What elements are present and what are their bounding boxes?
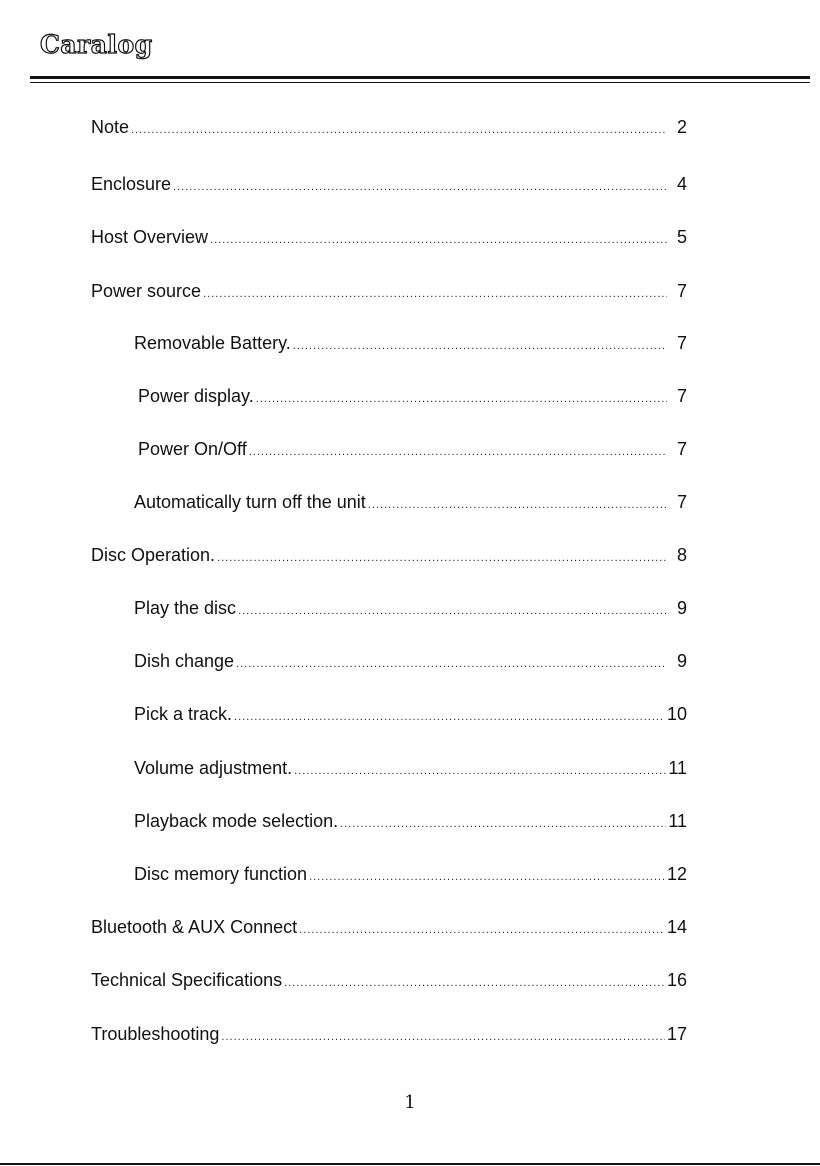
toc-entry-title: Disc Operation. <box>91 545 216 565</box>
dot-leader <box>221 1025 665 1049</box>
dot-leader <box>284 971 665 995</box>
toc-entry-page: 14 <box>666 917 687 937</box>
toc-entry-technical-specs[interactable] <box>91 968 687 992</box>
dot-leader <box>236 652 667 676</box>
dot-leader <box>299 918 665 942</box>
toc-entry-playback-mode[interactable] <box>134 809 687 833</box>
dot-leader <box>210 228 667 252</box>
toc-entry-title: Enclosure <box>91 174 172 194</box>
dot-leader <box>249 440 667 464</box>
toc-entry-disc-memory[interactable] <box>134 862 687 886</box>
toc-entry-title: Host Overview <box>91 227 209 247</box>
dot-leader <box>173 175 667 199</box>
toc-entry-title: Technical Specifications <box>91 970 283 990</box>
toc-entry-title: Bluetooth & AUX Connect <box>91 917 298 937</box>
toc-entry-title: Power display. <box>138 386 254 406</box>
dot-leader <box>238 599 667 623</box>
toc-entry-dish-change[interactable] <box>134 649 687 673</box>
dot-leader <box>256 387 667 411</box>
toc-entry-page: 17 <box>666 1024 687 1044</box>
toc-entry-page: 11 <box>668 811 687 831</box>
toc-entry-bluetooth-aux[interactable] <box>91 915 687 939</box>
toc-entry-enclosure[interactable] <box>91 172 687 196</box>
toc-entry-disc-operation[interactable] <box>91 543 687 567</box>
toc-entry-title: Troubleshooting <box>91 1024 220 1044</box>
toc-entry-page: 4 <box>676 174 687 194</box>
dot-leader <box>203 282 667 306</box>
toc-entry-title: Pick a track. <box>134 704 233 724</box>
dot-leader <box>234 705 665 729</box>
toc-entry-troubleshooting[interactable] <box>91 1022 687 1046</box>
toc-entry-title: Volume adjustment. <box>134 758 293 778</box>
toc-entry-title: Power source <box>91 281 202 301</box>
dot-leader <box>217 546 667 570</box>
toc-entry-page: 11 <box>668 758 687 778</box>
toc-entry-page: 7 <box>676 439 687 459</box>
toc-entry-page: 9 <box>676 651 687 671</box>
toc-entry-title: Playback mode selection. <box>134 811 339 831</box>
dot-leader <box>293 334 667 358</box>
toc-entry-page: 12 <box>666 864 687 884</box>
toc-entry-auto-off[interactable] <box>134 490 687 514</box>
page-number: 1 <box>404 1092 416 1113</box>
toc-entry-page: 16 <box>666 970 687 990</box>
toc-entry-power-source[interactable] <box>91 279 687 303</box>
toc-entry-page: 5 <box>676 227 687 247</box>
dot-leader <box>340 812 666 836</box>
dot-leader <box>368 493 667 517</box>
toc-entry-title: Removable Battery. <box>134 333 291 353</box>
toc-entry-power-on-off[interactable] <box>138 437 687 461</box>
toc-entry-page: 7 <box>676 386 687 406</box>
toc-entry-page: 7 <box>676 492 687 512</box>
page-title: Caralog <box>40 30 153 59</box>
toc-entry-title: Play the disc <box>134 598 237 618</box>
toc-entry-page: 2 <box>676 117 687 137</box>
toc-entry-page: 7 <box>676 333 687 353</box>
toc-entry-title: Disc memory function <box>134 864 308 884</box>
toc-entry-note[interactable] <box>91 115 687 139</box>
toc-entry-removable-battery[interactable] <box>134 331 687 355</box>
toc-entry-title: Dish change <box>134 651 235 671</box>
toc-entry-title: Note <box>91 117 130 137</box>
dot-leader <box>131 118 667 142</box>
toc-entry-volume-adjustment[interactable] <box>134 756 687 780</box>
toc-entry-page: 8 <box>676 545 687 565</box>
toc-entry-page: 9 <box>676 598 687 618</box>
footer-rule <box>0 1163 820 1165</box>
toc-entry-host-overview[interactable] <box>91 225 687 249</box>
toc-entry-page: 10 <box>666 704 687 724</box>
dot-leader <box>294 759 666 783</box>
toc-entry-pick-track[interactable] <box>134 702 687 726</box>
toc-entry-power-display[interactable] <box>138 384 687 408</box>
toc-entry-play-disc[interactable] <box>134 596 687 620</box>
toc-entry-page: 7 <box>676 281 687 301</box>
dot-leader <box>309 865 665 889</box>
toc-entry-title: Automatically turn off the unit <box>134 492 366 512</box>
toc-entry-title: Power On/Off <box>138 439 247 459</box>
